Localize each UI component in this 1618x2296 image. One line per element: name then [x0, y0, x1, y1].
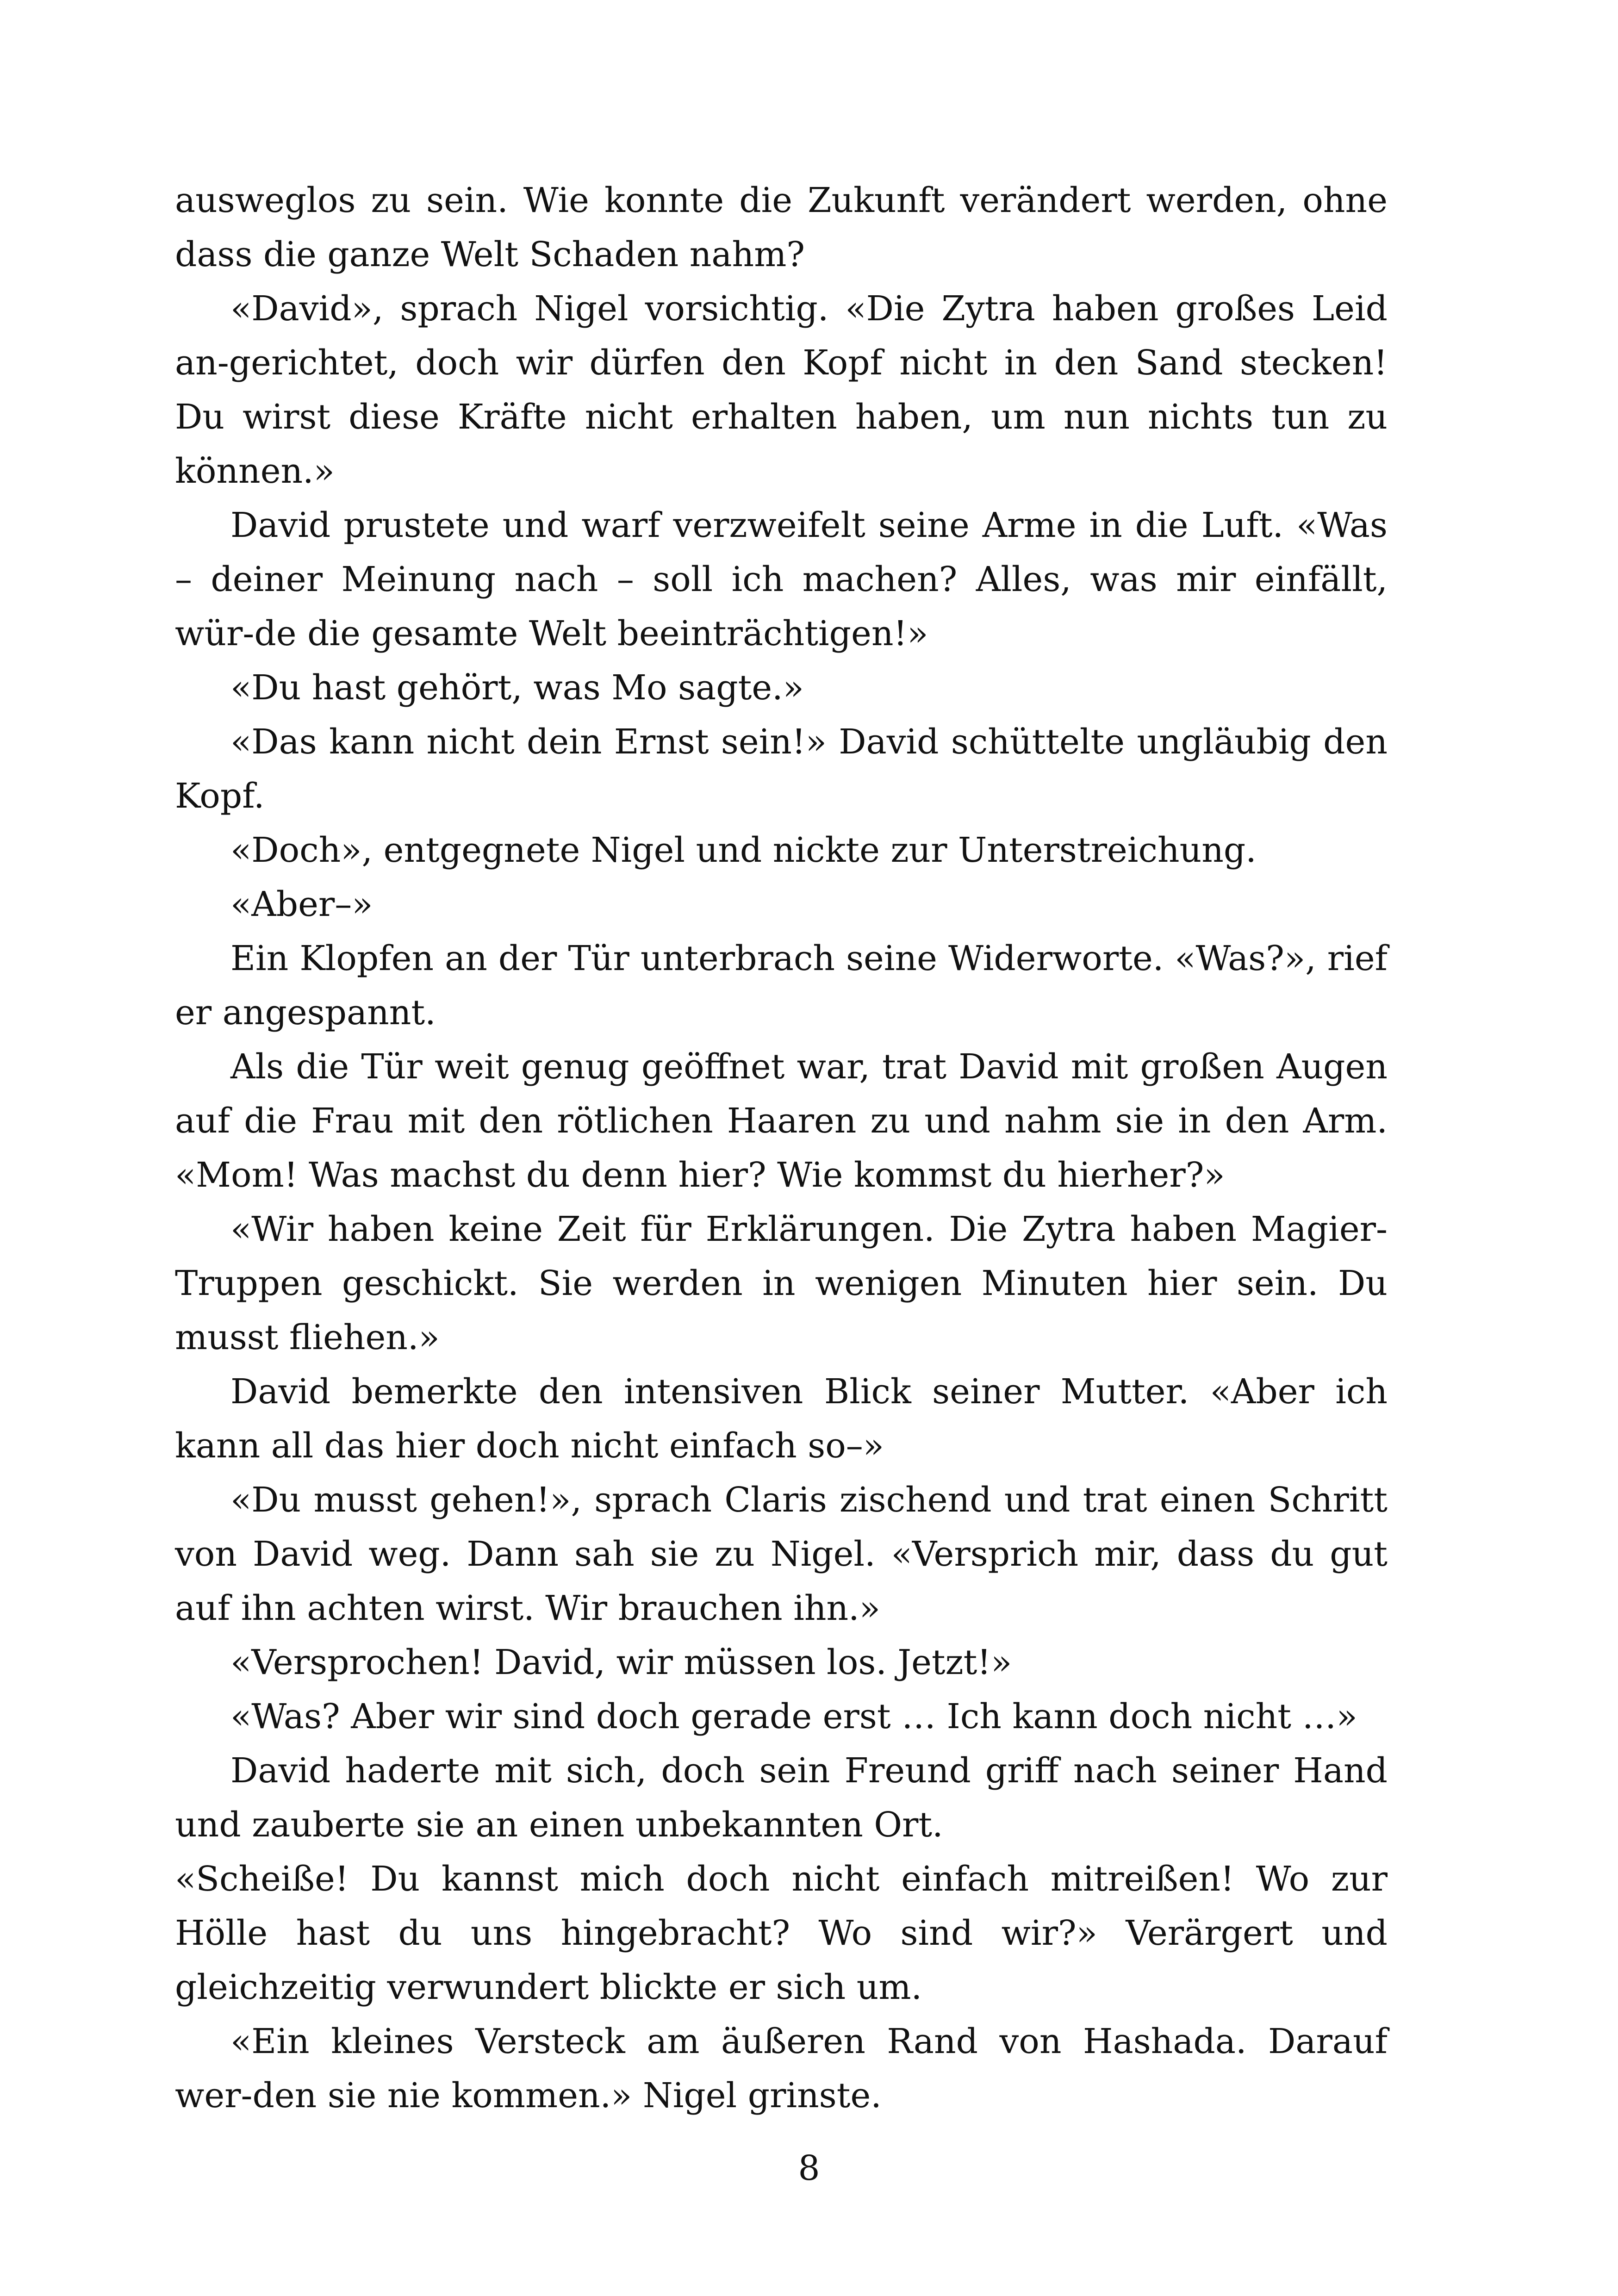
paragraph: «Wir haben keine Zeit für Erklärungen. Die Zytra haben Magier-Truppen geschickt. Sie werden in wenigen Minuten hier sein. Du musst fliehen.» [175, 1209, 1388, 1357]
paragraph: «Doch», entgegnete Nigel und nickte zur Unterstreichung. [230, 830, 1257, 870]
paragraph: «Scheiße! Du kannst mich doch nicht einfach mitreißen! Wo zur Hölle hast du uns hingebracht? Wo sind wir?» Verärgert und gleichzeitig verwundert blickte er sich um. [175, 1859, 1388, 2007]
paragraph: «Aber–» [230, 884, 373, 924]
paragraph: «Ein kleines Versteck am äußeren Rand von Hashada. Darauf wer-den sie nie kommen.» Nigel grinste. [175, 2022, 1388, 2116]
paragraph: Ein Klopfen an der Tür unterbrach seine Widerworte. «Was?», rief er angespannt. [175, 939, 1388, 1033]
paragraph: ausweglos zu sein. Wie konnte die Zukunft verändert werden, ohne dass die ganze Welt Schaden nahm? [175, 180, 1388, 274]
page-number: 8 [798, 2148, 820, 2188]
body-text [175, 174, 1388, 2123]
paragraph: David haderte mit sich, doch sein Freund griff nach seiner Hand und zauberte sie an einen unbekannten Ort. [175, 1751, 1388, 1845]
paragraph: David prustete und warf verzweifelt seine Arme in die Luft. «Was – deiner Meinung nach – soll ich machen? Alles, was mir einfällt, wür-de die gesamte Welt beeinträchtigen!» [175, 505, 1388, 653]
paragraph: «Du musst gehen!», sprach Claris zischend und trat einen Schritt von David weg. Dann sah sie zu Nigel. «Versprich mir, dass du gut auf ihn achten wirst. Wir brauchen ihn.» [175, 1480, 1388, 1628]
paragraph: «Versprochen! David, wir müssen los. Jetzt!» [230, 1643, 1012, 1682]
paragraph: «Du hast gehört, was Mo sagte.» [230, 668, 804, 708]
paragraph: «Das kann nicht dein Ernst sein!» David schüttelte ungläubig den Kopf. [175, 722, 1388, 816]
paragraph: «Was? Aber wir sind doch gerade erst … Ich kann doch nicht …» [230, 1697, 1357, 1736]
paragraph: David bemerkte den intensiven Blick seiner Mutter. «Aber ich kann all das hier doch nicht einfach so–» [175, 1372, 1388, 1466]
paragraph: «David», sprach Nigel vorsichtig. «Die Zytra haben großes Leid an-gerichtet, doch wir dürfen den Kopf nicht in den Sand stecken! Du wirst diese Kräfte nicht erhalten haben, um nun nichts tun zu können.» [175, 289, 1388, 491]
paragraph: Als die Tür weit genug geöffnet war, trat David mit großen Augen auf die Frau mit den rötlichen Haaren zu und nahm sie in den Arm. «Mom! Was machst du denn hier? Wie kommst du hierher?» [175, 1047, 1388, 1195]
